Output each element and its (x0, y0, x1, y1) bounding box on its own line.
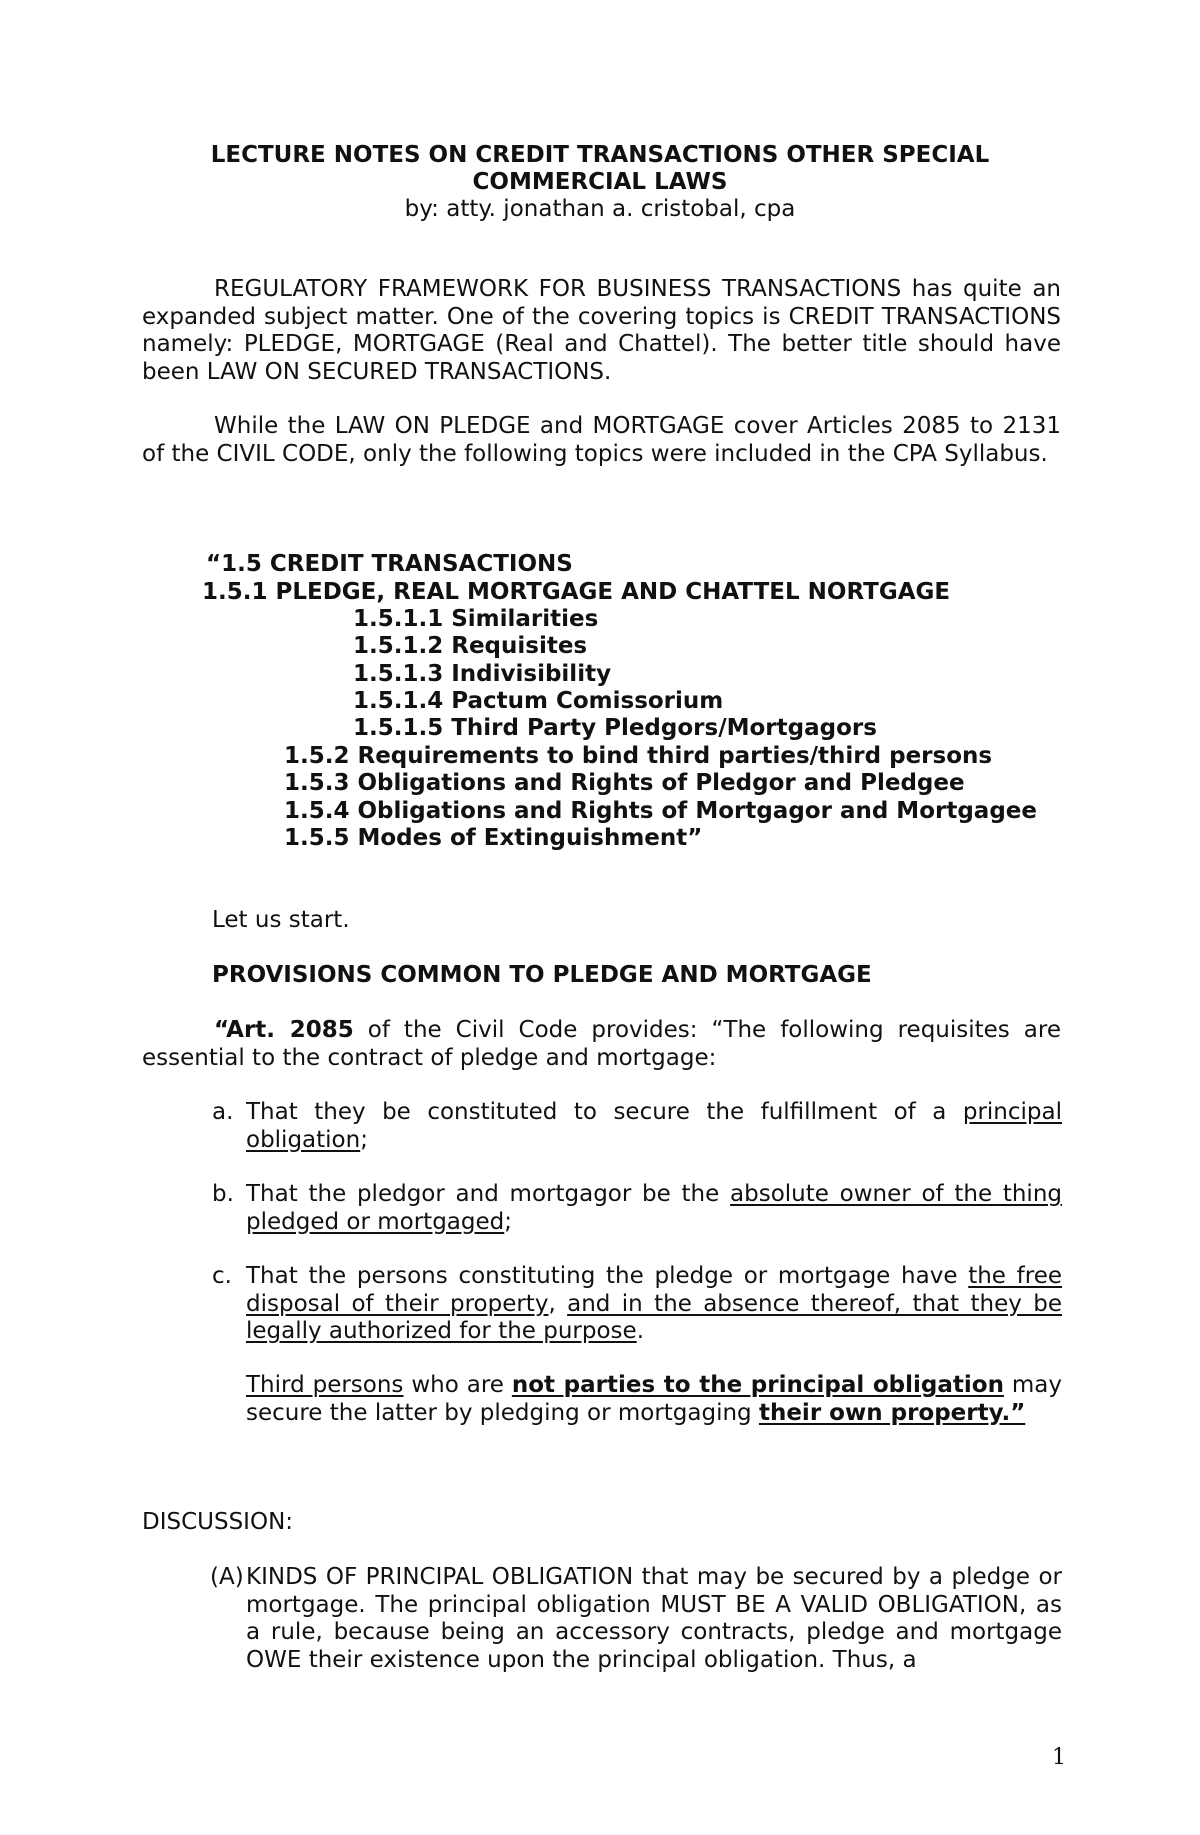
paragraph-text: who are (403, 1372, 512, 1398)
article-text: of the Civil Code provides: “The following requisites are essential to the contract of pledge and mortgage: (142, 1017, 1061, 1071)
list-text: . (636, 1318, 644, 1344)
syllabus-item: 1.5.1.5 Third Party Pledgors/Mortgagors (353, 715, 877, 741)
bold-underlined-text: their own property.” (758, 1399, 1026, 1426)
third-persons-paragraph (246, 1372, 1062, 1427)
start-text: Let us start. (212, 907, 350, 933)
syllabus-item: 1.5.1.4 Pactum Comissorium (353, 688, 724, 714)
underlined-text: and in the absence thereof, that they be legally authorized for the purpose (246, 1290, 1063, 1344)
document-title-line-1: LECTURE NOTES ON CREDIT TRANSACTIONS OTHER SPECIAL (210, 142, 990, 168)
discussion-item-a (210, 1564, 1062, 1674)
syllabus-item: 1.5.2 Requirements to bind third parties/third persons (284, 743, 993, 769)
article-label: “Art. 2085 (214, 1017, 354, 1043)
syllabus-item: “1.5 CREDIT TRANSACTIONS (206, 551, 573, 577)
intro-paragraph-1: REGULATORY FRAMEWORK FOR BUSINESS TRANSACTIONS has quite an expanded subject matter. One of the covering topics is CREDIT TRANSACTIONS namely: PLEDGE, MORTGAGE (Real and Chattel). The better title should have been LAW ON SECURED TRANSACTIONS. (142, 276, 1061, 385)
syllabus-item: 1.5.1.2 Requisites (353, 633, 588, 659)
discussion-heading: DISCUSSION: (142, 1509, 294, 1535)
article-2085-intro (142, 1017, 1061, 1072)
syllabus-item: 1.5.1 PLEDGE, REAL MORTGAGE AND CHATTEL NORTGAGE (202, 579, 951, 605)
list-text: ; (360, 1126, 368, 1153)
list-text: That they be constituted to secure the fulfillment of a (246, 1099, 963, 1125)
underlined-text: Third persons (246, 1372, 404, 1398)
paragraph-text: may secure the latter by pledging or mortgaging (246, 1372, 1062, 1426)
list-marker: (A) (210, 1564, 244, 1590)
list-item-c (212, 1263, 1063, 1346)
document-byline: by: atty. jonathan a. cristobal, cpa (404, 196, 796, 222)
syllabus-item: 1.5.5 Modes of Extinguishment” (284, 825, 703, 851)
list-item-a (212, 1099, 1062, 1154)
page-number: 1 (1052, 1745, 1066, 1770)
bold-underlined-text: not parties to the principal obligation (511, 1372, 1004, 1398)
syllabus-item: 1.5.4 Obligations and Rights of Mortgagor and Mortgagee (284, 798, 1037, 824)
list-text: , (548, 1290, 568, 1317)
list-text: ; (504, 1208, 512, 1235)
document-title-line-2: COMMERCIAL LAWS (472, 169, 728, 195)
underlined-text: the free disposal of their property (246, 1263, 1063, 1317)
syllabus-item: 1.5.1.1 Similarities (353, 606, 599, 632)
list-text: KINDS OF PRINCIPAL OBLIGATION that may be secured by a pledge or mortgage. The principal obligation MUST BE A VALID OBLIGATION, as a rule, because being an accessory contracts, pledge and mortgage OWE their existence upon the principal obligation. Thus, a (246, 1564, 1062, 1673)
underlined-text: principal obligation (246, 1099, 1062, 1153)
intro-paragraph-2: While the LAW ON PLEDGE and MORTGAGE cover Articles 2085 to 2131 of the CIVIL CODE, only the following topics were included in the CPA Syllabus. (142, 413, 1061, 467)
section-heading: PROVISIONS COMMON TO PLEDGE AND MORTGAGE (212, 962, 872, 988)
list-text: That the pledgor and mortgagor be the (246, 1181, 731, 1207)
syllabus-item: 1.5.1.3 Indivisibility (353, 661, 612, 687)
list-item-b (212, 1181, 1062, 1236)
list-marker: c. (212, 1263, 232, 1289)
list-marker: a. (212, 1099, 234, 1125)
underlined-text: absolute owner of the thing pledged or mortgaged (246, 1181, 1062, 1235)
list-text: That the persons constituting the pledge or mortgage have (246, 1263, 969, 1289)
list-marker: b. (212, 1181, 234, 1207)
syllabus-item: 1.5.3 Obligations and Rights of Pledgor and Pledgee (284, 770, 965, 796)
